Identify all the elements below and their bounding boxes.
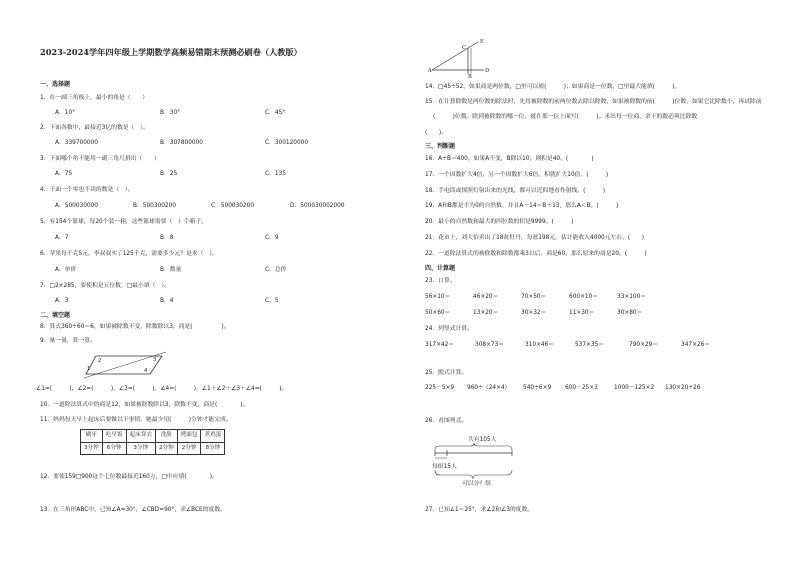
step-item: 540÷6×9: [523, 385, 552, 391]
total-brace: [435, 443, 512, 450]
oral-item: 50×60＝: [425, 310, 451, 316]
q4-option-b: B．500300200: [133, 203, 176, 209]
question-11: 11．妈妈每天早上起床后要做以下事情，她最少用( )分钟才能完成。: [40, 417, 232, 423]
section-true-false: 三、判断题: [425, 143, 456, 150]
oral-item: 13×20＝: [473, 310, 499, 316]
question-16: 16．A÷B＝400，如果A不变，B除以10，则积是40。( ): [425, 156, 594, 162]
angle-label-1: 1: [87, 366, 91, 372]
q3-option-c: C．135: [265, 171, 286, 177]
q7-option-b: B．4: [160, 298, 174, 304]
q1-option-a: A．10°: [55, 110, 76, 116]
task-cell: 洗脸: [155, 430, 177, 443]
oral-item: 33×100＝: [617, 294, 647, 300]
oral-item: 30×32＝: [521, 310, 547, 316]
q1-option-b: B．30°: [160, 110, 181, 116]
q4-option-a: A．500030000: [55, 203, 98, 209]
oral-item: 56×10＝: [425, 294, 451, 300]
vertical-item: 310×46＝: [525, 342, 555, 348]
schedule-table: [80, 429, 225, 455]
task-cell: 煮鸡蛋: [201, 430, 225, 443]
question-12: 12．要使159□900这个七位数最接近160万，□中应填( )。: [40, 474, 218, 480]
q5-option-b: B．8: [160, 235, 174, 241]
section-fill: 二、填空题: [40, 312, 71, 319]
question-1: 1．在一副三角板上，最小的角是（ ）: [40, 95, 149, 101]
q5-option-a: A．7: [55, 235, 69, 241]
angle-label-3: 3: [153, 357, 157, 363]
point-a-label: A: [428, 68, 432, 74]
step-item: 1000－125×2: [614, 385, 655, 391]
q7-option-c: C．5: [265, 298, 279, 304]
oral-item: 46×20＝: [473, 294, 499, 300]
point-b-label: B: [468, 74, 472, 80]
question-14: 14．□45÷52，如果商是两位数，□里可以填( )；如果商是一位数，□里最大能填( )。: [425, 84, 681, 90]
question-18: 18．手电筒或探照灯射出来的光线，都可以近似地看作射线。( ): [425, 188, 606, 194]
oral-item: 30×80＝: [617, 310, 643, 316]
time-cell: 6分钟: [102, 442, 126, 455]
q4-option-c: C．500030200: [211, 203, 255, 209]
schedule-time-row: [81, 442, 225, 455]
q7-option-a: A．3: [55, 298, 69, 304]
question-10: 10．一道除法算式中的商是12，如果被除数除以3，除数不变，商是( )。: [40, 402, 249, 408]
q6-option-a: A．单价: [55, 267, 77, 273]
question-4: 4．下面一个零也不读的数是（ ）。: [40, 187, 134, 193]
task-cell: 吃早饭: [102, 430, 126, 443]
q3-option-a: A．75: [55, 171, 73, 177]
q1-option-c: C．45°: [265, 110, 286, 116]
q6-option-c: C．总价: [265, 267, 287, 273]
time-cell: 8分钟: [201, 442, 225, 455]
task-cell: 烤面包: [177, 430, 201, 443]
time-cell: 2分钟: [155, 442, 177, 455]
q2-option-a: A．339700000: [55, 140, 98, 146]
question-6: 6．苹果每千克5元，李叔叔买了125千克，需要多少元？是求（ ）。: [40, 251, 218, 257]
page-title: 2023-2024学年四年级上学期数学高频易错期末预测必刷卷（人教版）: [40, 47, 302, 57]
vertical-item: 537×35＝: [575, 342, 605, 348]
question-7: 7．□2×285，要使积是五位数，□最小填（ ）。: [40, 283, 170, 289]
oral-item: 70×50＝: [521, 294, 547, 300]
question-brace: [435, 470, 512, 479]
task-cell: 起床穿衣: [126, 430, 155, 443]
question-19: 19．A和B都是不为0的自然数，并且A－14＝B＋13，那么A＜B。( ): [425, 203, 619, 209]
question-8: 8．算式360÷60＝6，如果被除数不变，除数除以3，商是( )。: [40, 324, 230, 330]
question-24: 24．列竖式计算。: [425, 326, 473, 332]
angle-label-4: 4: [144, 368, 148, 374]
fig26-question-label: 可以分？组: [462, 481, 491, 487]
question-20: 20．最小的自然数和最大的四位数的积是9999。( ): [425, 219, 574, 225]
section-calc: 四、计算题: [425, 265, 456, 272]
question-23: 23．口算。: [425, 278, 456, 284]
q3-option-b: B．25: [160, 171, 178, 177]
question-26: 26．看图列式。: [425, 418, 468, 424]
point-c-label: C: [462, 45, 466, 51]
time-cell: 3分钟: [126, 442, 155, 455]
point-e-label: E: [480, 39, 484, 45]
fig26-total-label: 共有105人: [468, 437, 497, 443]
fig26-group-label: 每组15人: [432, 464, 457, 470]
figure-triangle: [428, 38, 490, 78]
vertical-item: 790×29＝: [629, 342, 659, 348]
step-item: 225－5×9: [425, 385, 455, 391]
question-5: 5．有154个篮球，每20个装一箱，这些篮球需要（ ）个箱子。: [40, 219, 208, 225]
q6-option-b: B．数量: [160, 267, 182, 273]
question-15-line1: 15．在计算除数是两位数的除法时，先用被除数的前两位数去除以除数，如果被除数的前( )位数，如果它比除数小，再试除前: [425, 99, 762, 105]
angle-label-2: 2: [98, 358, 102, 364]
q2-option-b: B．307800000: [160, 140, 203, 146]
question-27: 27．已知∠1＝25°，求∠2和∠3的度数。: [425, 507, 534, 513]
task-cell: 刷牙: [81, 430, 103, 443]
question-21: 21．花市上，刘大伯卖出了18盆牡丹，每盆198元，估计能收入4000元左右。( ): [425, 235, 645, 241]
schedule-task-row: [81, 430, 225, 443]
question-13: 13．在三角形ABC中，已知∠A=30°，∠CBD=90°，求∠BCE的度数。: [40, 507, 226, 513]
time-cell: 3分钟: [81, 442, 103, 455]
q4-option-d: D．500030002000: [290, 203, 345, 209]
question-9-blanks: ∠1=( )，∠2=( )，∠3=( )，∠4=( )，∠1＋∠2＋∠3＋∠4=( )。: [36, 386, 288, 392]
figure-parallelogram: [84, 350, 174, 380]
question-9: 9．量一量，算一算。: [40, 338, 96, 344]
vertical-item: 308×73＝: [475, 342, 505, 348]
vertical-item: 317×42＝: [425, 342, 455, 348]
time-cell: 2分钟: [177, 442, 201, 455]
step-item: 600－25×3: [565, 385, 598, 391]
q2-option-c: C．300120000: [265, 140, 309, 146]
question-2: 2．下面各数中，最接近3亿的数是（ ）。: [40, 125, 149, 131]
section-choice: 一、选择题: [40, 81, 71, 88]
question-22: 22．一道除法算式的被除数和除数都乘3以后，商是60，那么原来的商是20。( ): [425, 251, 647, 257]
oral-item: 11×30＝: [569, 310, 595, 316]
vertical-item: 347×26＝: [681, 342, 711, 348]
question-15-line2: ( )位数。除到被除数的哪一位，就在那一位上面写( )。求出每一位商，余下的数必须比除数: [433, 114, 698, 120]
step-item: 130×20÷26: [665, 385, 701, 391]
q5-option-c: C．9: [265, 235, 279, 241]
oral-item: 600×10＝: [569, 294, 599, 300]
question-3: 3．下面哪个角不能用一副三角尺拼出（ ）: [40, 156, 160, 162]
point-d-label: D: [485, 68, 490, 74]
question-25: 25．脱式计算。: [425, 370, 468, 376]
step-item: 960÷（24×4）: [467, 385, 511, 391]
question-17: 17．一个因数扩大4倍，另一个因数扩大6倍，积就扩大10倍。( ): [425, 172, 609, 178]
question-15-line3: ( )。: [425, 130, 447, 136]
